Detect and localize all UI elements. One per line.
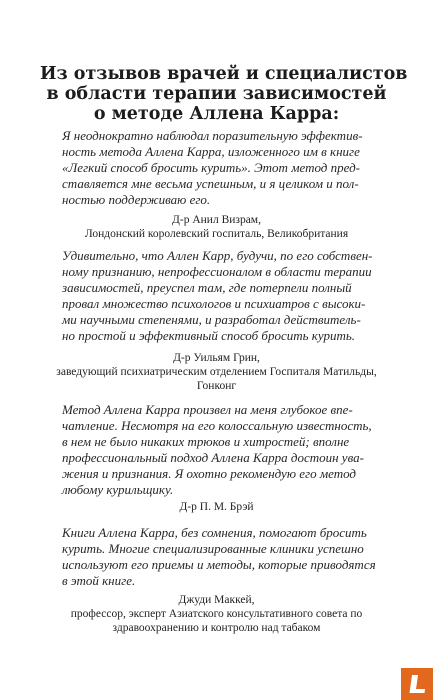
author-line: Д-р Уильям Грин, — [173, 352, 260, 364]
quote-line: в нем не было никаких трюков и хитростей; вполне — [62, 434, 350, 449]
quote-line: ному признанию, непрофессионалом в области терапии — [62, 264, 372, 279]
author-line: здравоохранению и контролю над табаком — [112, 622, 321, 634]
quote-line: Удивительно, что Аллен Карр, будучи, по его собствен- — [62, 248, 373, 263]
quote-line: зависимостей, преуспел там, где потерпели полный — [62, 280, 352, 295]
review-author-2 — [40, 351, 393, 393]
title-line: о методе Аллена Карра: — [93, 104, 340, 124]
review-author-1 — [40, 213, 393, 241]
quote-line: Книги Аллена Карра, без сомнения, помогают бросить — [62, 525, 367, 540]
author-line: Джуди Маккей, — [178, 594, 255, 606]
quote-line: в этой книге. — [62, 573, 136, 588]
quote-line: жения и признания. Я охотно рекомендую его метод — [62, 466, 357, 481]
review-quote-3 — [62, 402, 376, 498]
quote-line: ность метода Аллена Карра, изложенного им в книге — [62, 144, 360, 159]
quote-line: любому курильщику. — [62, 482, 174, 497]
review-author-3 — [40, 500, 393, 514]
quote-line: используют его приемы и методы, которые приводятся — [62, 557, 376, 572]
author-line: Лондонский королевский госпиталь, Великобритания — [84, 228, 349, 240]
quote-line: профессиональный подход Аллена Карра достоин ува- — [62, 450, 364, 465]
quote-line: ми научными степенями, и разработал действитель- — [62, 312, 361, 327]
title-line: в области терапии зависимостей — [46, 84, 387, 104]
quote-line: «Легкий способ бросить курить». Этот метод пред- — [62, 160, 360, 175]
author-line: Д-р Анил Визрам, — [172, 214, 261, 226]
quote-line: Метод Аллена Карра произвел на меня глубокое впе- — [62, 402, 353, 417]
title-line: Из отзывов врачей и специалистов — [40, 64, 408, 84]
litres-l-logo-icon — [401, 668, 433, 700]
review-quote-2 — [62, 248, 376, 344]
quote-line: ставляется мне весьма успешным, и я целиком и пол- — [62, 176, 359, 191]
quote-line: провал множество психологов и психиатров с высоки- — [62, 296, 366, 311]
review-quote-1 — [62, 128, 376, 208]
quote-line: Я неоднократно наблюдал поразительную эффектив- — [62, 128, 363, 143]
quote-line: чатление. Несмотря на его колоссальную известность, — [62, 418, 372, 433]
author-line: Гонконг — [196, 380, 237, 392]
author-line: Д-р П. М. Брэй — [179, 501, 254, 513]
review-quote-4 — [62, 525, 376, 589]
author-line: профессор, эксперт Азиатского консультативного совета по — [70, 608, 363, 620]
quote-line: курить. Многие специализированные клиники успешно — [62, 541, 364, 556]
review-author-4 — [40, 593, 393, 635]
page-title — [40, 64, 408, 124]
quote-line: ностью поддерживаю его. — [62, 192, 211, 207]
author-line: заведующий психиатрическим отделением Госпиталя Матильды, — [56, 366, 377, 378]
quote-line: но простой и эффективный способ бросить курить. — [62, 328, 356, 343]
